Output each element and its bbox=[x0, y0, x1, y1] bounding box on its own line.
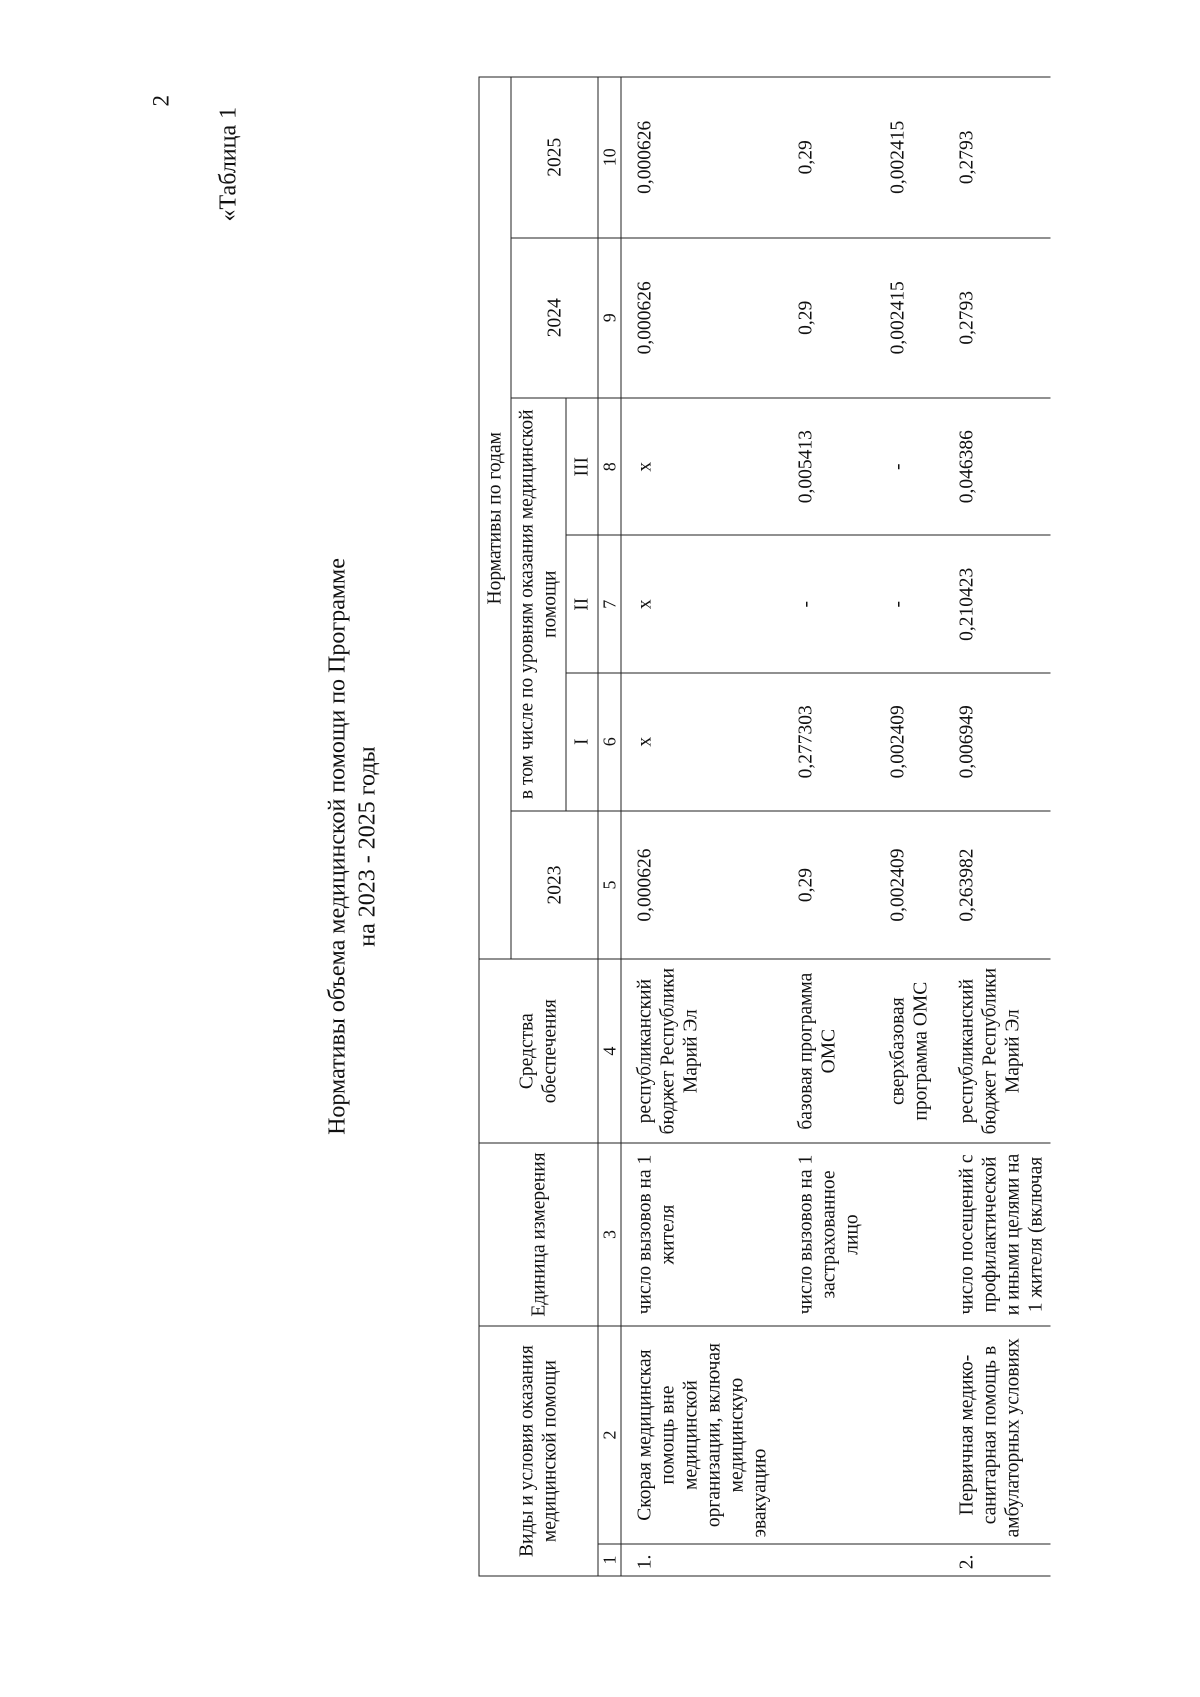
header-level-2: II bbox=[566, 535, 598, 673]
column-number: 5 bbox=[598, 811, 621, 960]
column-number: 1 bbox=[598, 1544, 621, 1576]
value-level-3: х bbox=[621, 398, 775, 536]
column-number: 9 bbox=[598, 238, 621, 398]
value-2023: 0,29 bbox=[775, 811, 867, 960]
table-label: «Таблица 1 bbox=[215, 106, 242, 222]
value-level-2: х bbox=[621, 535, 775, 673]
value-level-1: 0,002409 bbox=[867, 673, 936, 811]
value-level-3: 0,005413 bbox=[775, 398, 867, 536]
table-row bbox=[936, 77, 1051, 1576]
row-number bbox=[775, 1544, 867, 1576]
document-title bbox=[323, 247, 383, 1447]
column-number: 6 bbox=[598, 673, 621, 811]
column-number: 3 bbox=[598, 1143, 621, 1326]
header-funding: Средства обеспечения bbox=[479, 959, 598, 1142]
value-level-2: - bbox=[775, 535, 867, 673]
column-number: 4 bbox=[598, 959, 621, 1142]
header-2025: 2025 bbox=[511, 77, 598, 238]
row-number: 1. bbox=[621, 1544, 775, 1576]
value-level-1: 0,277303 bbox=[775, 673, 867, 811]
row-unit bbox=[867, 1143, 936, 1326]
value-2025: 0,2793 bbox=[936, 77, 1051, 238]
value-level-2: 0,210423 bbox=[936, 535, 1051, 673]
value-2024: 0,29 bbox=[775, 238, 867, 398]
value-2024: 0,000626 bbox=[621, 238, 775, 398]
header-norms-by-year: Нормативы по годам bbox=[479, 77, 511, 959]
row-funding: республиканский бюджет Республики Марий Эл bbox=[936, 959, 1051, 1142]
value-level-1: х bbox=[621, 673, 775, 811]
header-2024: 2024 bbox=[511, 238, 598, 398]
title-line-2: на 2023 - 2025 годы bbox=[354, 746, 381, 947]
header-level-1: I bbox=[566, 673, 598, 811]
header-2023: 2023 bbox=[511, 811, 598, 960]
value-2025: 0,002415 bbox=[867, 77, 936, 238]
row-funding: базовая программа ОМС bbox=[775, 959, 867, 1142]
header-by-levels: в том числе по уровням оказания медицинской помощи bbox=[511, 398, 566, 811]
row-unit: число вызовов на 1 застрахованное лицо bbox=[775, 1143, 867, 1326]
value-2025: 0,29 bbox=[775, 77, 867, 238]
value-level-2: - bbox=[867, 535, 936, 673]
norms-table bbox=[479, 77, 1051, 1577]
row-number: 2. bbox=[936, 1544, 1051, 1576]
column-number: 10 bbox=[598, 77, 621, 238]
value-2024: 0,2793 bbox=[936, 238, 1051, 398]
row-kind: Скорая медицинская помощь вне медицинской организации, включая медицинскую эвакуацию bbox=[621, 1326, 775, 1544]
table-row bbox=[621, 77, 775, 1576]
column-number: 7 bbox=[598, 535, 621, 673]
value-2025: 0,000626 bbox=[621, 77, 775, 238]
header-kind: Виды и условия оказания медицинской помощи bbox=[479, 1326, 598, 1576]
row-unit: число посещений с профилактической и иными целями на 1 жителя (включая bbox=[936, 1143, 1051, 1326]
row-unit: число вызовов на 1 жителя bbox=[621, 1143, 775, 1326]
title-line-1: Нормативы объема медицинской помощи по Программе bbox=[324, 558, 351, 1135]
row-number bbox=[867, 1544, 936, 1576]
value-2023: 0,000626 bbox=[621, 811, 775, 960]
value-2023: 0,002409 bbox=[867, 811, 936, 960]
row-funding: республиканский бюджет Республики Марий Эл bbox=[621, 959, 775, 1142]
column-number: 2 bbox=[598, 1326, 621, 1544]
row-kind bbox=[775, 1326, 867, 1544]
page-number: 2 bbox=[148, 95, 174, 107]
table-row bbox=[867, 77, 936, 1576]
value-level-3: - bbox=[867, 398, 936, 536]
document-page bbox=[1, 0, 1200, 1697]
column-number: 8 bbox=[598, 398, 621, 536]
header-unit: Единица измерения bbox=[479, 1143, 598, 1326]
value-level-3: 0,046386 bbox=[936, 398, 1051, 536]
value-2024: 0,002415 bbox=[867, 238, 936, 398]
table-row bbox=[775, 77, 867, 1576]
header-level-3: III bbox=[566, 398, 598, 536]
row-kind: Первичная медико-санитарная помощь в амбулаторных условиях bbox=[936, 1326, 1051, 1544]
row-funding: сверхбазовая программа ОМС bbox=[867, 959, 936, 1142]
value-level-1: 0,006949 bbox=[936, 673, 1051, 811]
row-kind bbox=[867, 1326, 936, 1544]
value-2023: 0,263982 bbox=[936, 811, 1051, 960]
